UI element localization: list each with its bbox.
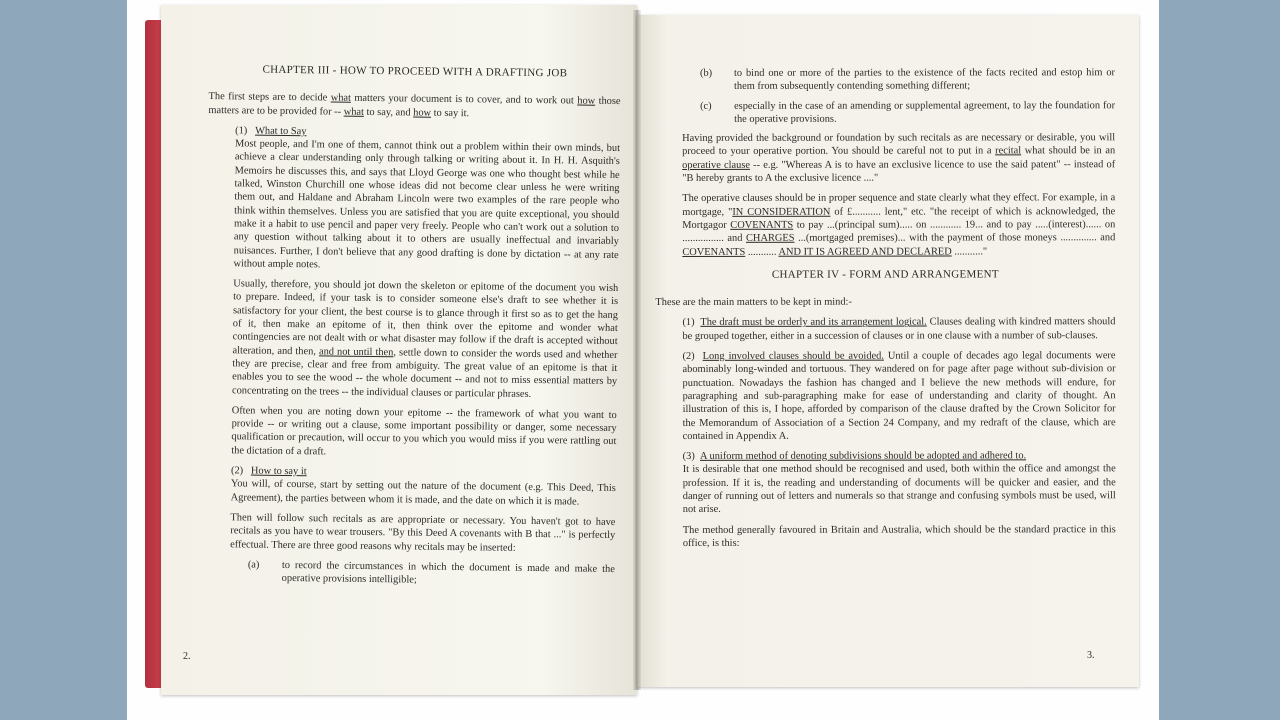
paragraph-having: Having provided the background or foundation by such recitals as are necessary or desirable, you will proceed to your operative portion. You should be careful not to put in a recital what should be in an operative clause -- e.g. "Whereas A is to have an exclusive licence to use the said patent" -- instead of "B hereby grants to A the exclusive licence ...." — [682, 132, 1116, 185]
section-heading: (2) How to say it — [230, 465, 307, 478]
section-body: Most people, and I'm one of them, cannot think out a problem within their own minds, but achieve a clear understanding only through talking or writing about it. In H. H. Asquith's Memoirs he discusses this, and says that Lloyd George was one who thought best while he talked, Winston Churchill one whose ideas did not become clear unless he were writing them out, and Haldane and Abraham Lincoln were two examples of the rare people who think within themselves. Unless you are satisfied that you are quite exceptional, you should make it a habit to use pencil and paper very freely. People who can't work out a solution to any question without talking about it to others are usually ineffectual and invariably nuisances. Further, I don't believe that any good drafting is done by dictation -- at any rate without ample notes. — [233, 138, 621, 271]
paragraph-recitals: Then will follow such recitals as are appropriate or necessary. You haven't got to have recitals as you have to wear trousers. "By this Deed A covenants with B that ..." is perfectly effectual. There are three good reasons why recitals may be inserted: — [230, 512, 616, 554]
page-number: 2. — [183, 651, 191, 662]
page-gutter-shadow — [633, 10, 641, 690]
left-page — [161, 5, 637, 695]
paragraph-main-matters: These are the main matters to be kept in mind:- — [655, 296, 852, 309]
photo-frame — [127, 0, 1159, 720]
matter-1: (1) The draft must be orderly and its arrangement logical. Clauses dealing with kindred matters should be grouped together, either in a succession of clauses or in one clause with a number of sub-clauses. — [682, 316, 1116, 342]
matter-3: (3) A uniform method of denoting subdivisions should be adopted and adhered to. It is desirable that one method should be recognised and used, both within the office and amongst the profession. If it is, the reading and understanding of documents will be quicker and easier, and the danger of running out of letters and numerals so that strange and confusing symbols must be used, will not arise. — [682, 450, 1116, 516]
paragraph-often: Often when you are noting down your epitome -- the framework of what you want to provide -- or writing out a clause, some important possibility or danger, some necessary qualification or precaution, will occur to you which you would miss if you were rattling out the dictation of a draft. — [231, 405, 617, 458]
section-what-to-say — [203, 124, 620, 556]
chapter-4-heading: CHAPTER IV - FORM AND ARRANGEMENT — [771, 268, 999, 281]
paragraph-operative: The operative clauses should be in proper sequence and state clearly what they effect. For example, in a mortgage, "IN CONSIDERATION of £........... lent," etc. "the receipt of which is acknowledged, the Mortgagor COVENANTS to pay ...(principal sum)..... on ............ 19... and to pay .....(interest)...... on ................ and CHARGES ...(mortgaged premises)... with the payment of those moneys .............. and COVENANTS ........... AND IT IS AGREED AND DECLARED ..........." — [682, 192, 1116, 258]
section-heading: (1) What to Say — [235, 125, 307, 138]
intro-paragraph: The first steps are to decide what matters your document is to cover, and to work out how those matters are to be provided for -- what to say, and how to say it. — [208, 91, 621, 119]
list-item-b: (b) to bind one or more of the parties to the existence of the facts recited and estop him or them from subsequently contending something different; — [700, 67, 1116, 93]
paragraph-method: The method generally favoured in Britain and Australia, which should be the standard practice in this office, is this: — [682, 523, 1116, 549]
page-number: 3. — [1087, 650, 1095, 661]
list-item-a: (a) to record the circumstances in which the document is made and make the operative provisions intelligible; — [247, 559, 615, 586]
list-item-c: (c) especially in the case of an amending or supplemental agreement, to lay the foundation for the operative provisions. — [700, 99, 1116, 125]
section-body: You will, of course, start by setting out the nature of the document (e.g. This Deed, This Agreement), the parties between whom it is made, and the date on which it is made. — [230, 478, 616, 508]
matter-2: (2) Long involved clauses should be avoided. Until a couple of decades ago legal documents were abominably long-winded and tortuous. They wandered on for page after page without sub-division or punctuation. Nowadays the fashion has changed and I believe the new methods will endure, for paragraphing and sub-paragraphing make for ease of understanding and clarity of thought. An illustration of this is, I hope, afforded by comparison of the clause drafted by the Crown Solicitor for the Memorandum of Association of a Section 24 Company, and my redraft of the clause, which are contained in Appendix A. — [682, 350, 1116, 442]
operative-block — [655, 131, 1115, 258]
main-matters-list — [655, 316, 1115, 551]
right-page — [637, 15, 1139, 687]
paragraph-usually: Usually, therefore, you should jot down the skeleton or epitome of the document you wish to prepare. Indeed, if your task is to consider someone else's draft to see whether it is satisfactory for your client, the best course is to glance through it first so as to get the hang of it, then make an epitome of it, then think over the epitome and wonder what contingencies are not dealt with or what disaster may follow if the draft is accepted without alteration, and then, and not until then, settle down to consider the words used and whether they are precise, clear and free from ambiguity. The great value of an epitome is that it enables you to see the wood -- the whole document -- and not to miss essential matters by concentrating on the trees -- the individual clauses or particular phrases. — [231, 278, 619, 400]
right-page-text — [655, 66, 1116, 557]
chapter-3-heading: CHAPTER III - HOW TO PROCEED WITH A DRAFTING JOB — [262, 63, 568, 80]
left-page-text — [203, 63, 621, 595]
open-booklet — [127, 0, 1159, 720]
